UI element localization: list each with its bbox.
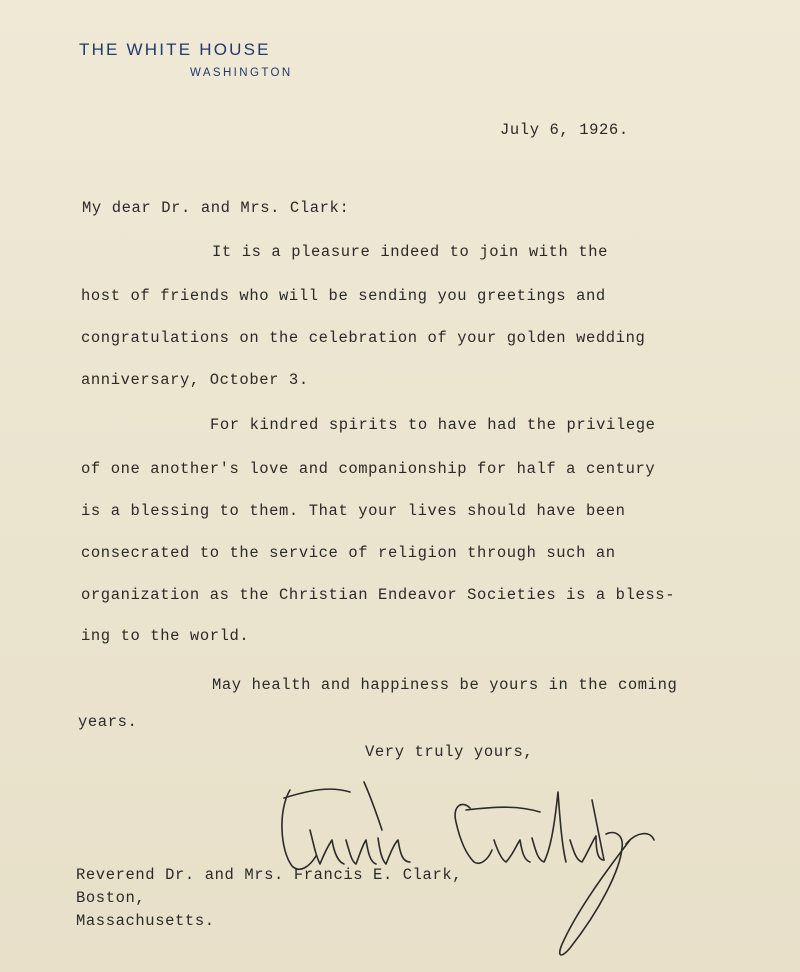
salutation: My dear Dr. and Mrs. Clark: [82,199,350,217]
letterhead-subtitle: WASHINGTON [190,67,293,79]
body-line: years. [78,713,138,731]
body-line: For kindred spirits to have had the privilege [210,416,656,434]
addressee-line: Massachusetts. [76,912,215,930]
closing: Very truly yours, [365,743,534,761]
addressee-line: Boston, [76,889,146,907]
letterhead-title: THE WHITE HOUSE [79,40,271,59]
body-line: It is a pleasure indeed to join with the [212,243,609,261]
body-line: of one another's love and companionship for half a century [81,460,656,478]
body-line: congratulations on the celebration of your golden wedding [81,329,646,347]
body-line: anniversary, October 3. [81,371,309,389]
addressee-line: Reverend Dr. and Mrs. Francis E. Clark, [76,866,463,884]
body-line: host of friends who will be sending you greetings and [81,287,606,305]
letter-date: July 6, 1926. [500,121,629,139]
body-line: consecrated to the service of religion through such an [81,544,616,562]
body-line: organization as the Christian Endeavor Societies is a bless- [81,586,676,604]
body-line: is a blessing to them. That your lives should have been [81,502,626,520]
body-line: ing to the world. [81,627,250,645]
body-line: May health and happiness be yours in the coming [212,676,678,694]
